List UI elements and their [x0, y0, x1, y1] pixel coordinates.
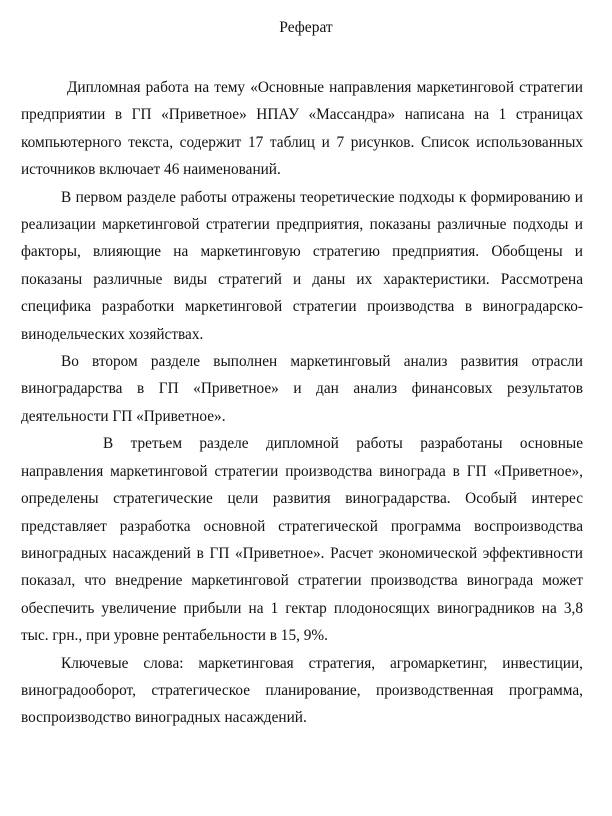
- document-title: Реферат: [279, 19, 333, 36]
- paragraph-section-three: В третьем разделе дипломной работы разработаны основные направления маркетинговой стратегии производства винограда в ГП «Приветное», определены стратегические цели развития виноградарства. Особый интерес представляет разработка основной стратегической программа воспроизводства виноградных насаждений в ГП «Приветное». Расчет экономической эффективности показал, что внедрение маркетинговой стратегии производства винограда может обеспечить увеличение прибыли на 1 гектар плодоносящих виноградников на 3,8 тыс. грн., при уровне рентабельности в 15, 9%.: [21, 435, 583, 645]
- paragraph-thesis-summary: Дипломная работа на тему «Основные направления маркетинговой стратегии предприятии в ГП «Приветное» НПАУ «Массандра» написана на 1 страницах компьютерного текста, содержит 17 таблиц и 7 рисунков. Список использованных источников включает 46 наименований.: [21, 79, 583, 179]
- paragraph-keywords: Ключевые слова: маркетинговая стратегия, агромаркетинг, инвестиции, виноградооборот, стратегическое планирование, производственная программа, воспроизводство виноградных насаждений.: [21, 654, 583, 727]
- document-body: [21, 74, 583, 732]
- paragraph-section-two: Во втором разделе выполнен маркетинговый анализ развития отрасли виноградарства в ГП «Приветное» и дан анализ финансовых результатов деятельности ГП «Приветное».: [21, 353, 583, 425]
- paragraph-section-one: В первом разделе работы отражены теоретические подходы к формированию и реализации маркетинговой стратегии предприятия, показаны различные подходы и факторы, влияющие на маркетинговую стратегию предприятия. Обобщены и показаны различные виды стратегий и даны их характеристики. Рассмотрена специфика разработки маркетинговой стратегии производства в виноградарско-винодельческих хозяйствах.: [21, 188, 583, 343]
